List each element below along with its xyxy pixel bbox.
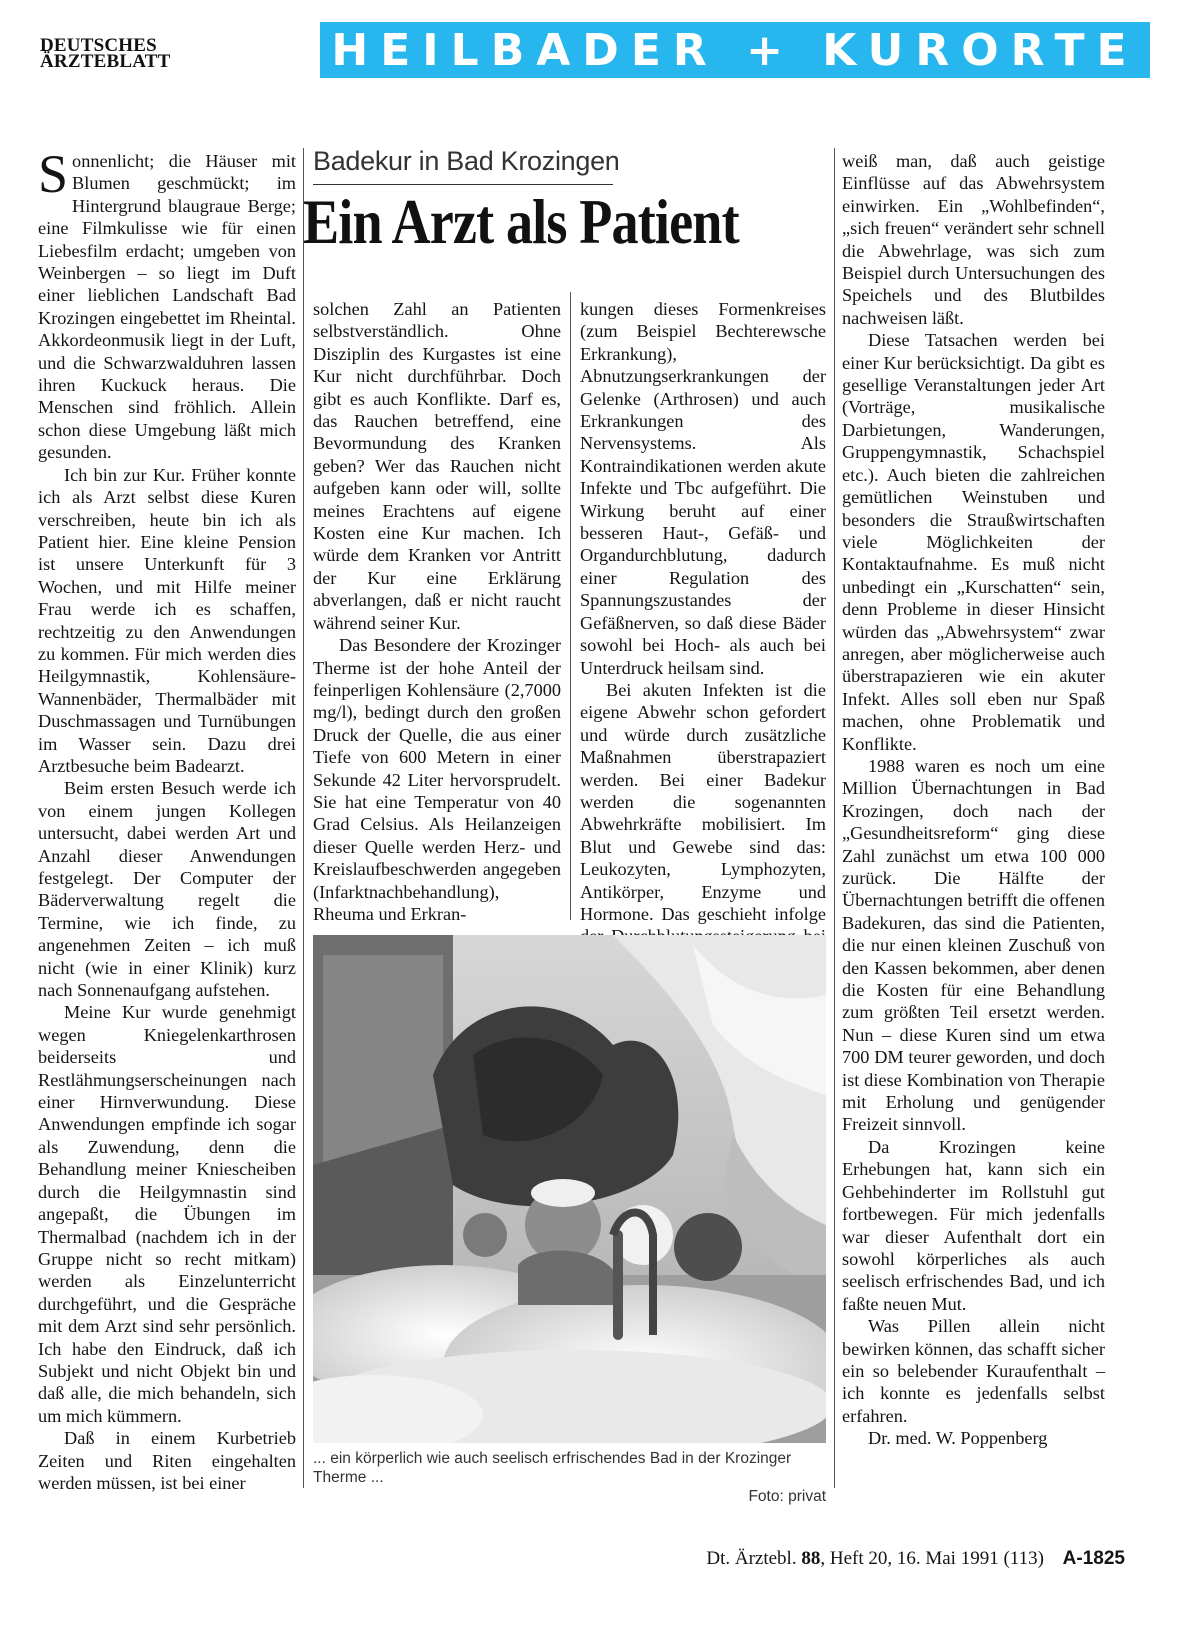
paragraph: Ich bin zur Kur. Früher konnte ich als Arzt selbst diese Kuren verschreiben, heute bin ich als Patient hier. Eine kleine Pension ist unsere Unterkunft für 3 Wochen, und mit Hilfe meiner Frau werde ich es schaffen, rechtzeitig zu den Anwendungen zu kommen. Für mich werden dies Heilgymnastik, Kohlensäure-Wannenbäder, Thermalbäder mit Duschmassagen und Turnübungen im Wasser sein. Dazu drei Arztbesuche beim Badearzt. <box>38 464 296 776</box>
caption-text: ... ein körperlich wie auch seelisch erfrischendes Bad in der Krozinger Therme ... <box>313 1450 792 1486</box>
article-headline: Ein Arzt als Patient <box>303 187 739 257</box>
paragraph: Diese Tatsachen werden bei einer Kur berücksichtigt. Da gibt es gesellige Veranstaltungen jeder Art (Vorträge, musikalische Darbietungen, Wanderungen, Gruppengymnastik, Schachspiel etc.). Auch bieten die zahlreichen gemütlichen Weinstuben und besonders die Straußwirtschaften viele Möglichkeiten der Kontaktaufnahme. Es muß nicht unbedingt ein „Kurschatten“ sein, denn Probleme in dieser Hinsicht würden das „Abwehrsystem“ zwar anregen, aber möglicherweise auch überstrapazieren wie ein akuter Infekt. Alles soll eben nur Spaß machen, ohne Problematik und Konflikte. <box>842 330 1105 754</box>
thermal-bath-photo <box>313 935 826 1443</box>
masthead-line1: DEUTSCHES <box>40 35 157 56</box>
column-divider <box>570 292 571 920</box>
paragraph: 1988 waren es noch um eine Million Übernachtungen in Bad Krozingen, doch nach der „Gesundheitsreform“ ging diese Zahl zunächst um etwa 100 000 zurück. Die Hälfte der Übernachtungen betrifft die offenen Badekuren, das sind die Patienten, die nur einen kleinen Zuschuß von den Kassen bekommen, aber denen die Kosten für eine Behandlung zum größten Teil ersetzt werden. Nun – diese Kuren sind um etwa 700 DM teurer geworden, und doch ist diese Kombination von Therapie mit Erholung und genügender Freizeit sinnvoll. <box>842 755 1105 1135</box>
masthead-line2: ÄRZTEBLATT <box>40 51 171 72</box>
paragraph: Meine Kur wurde genehmigt wegen Kniegelenkarthrosen beiderseits und Restlähmungserscheinungen nach einer Hirnverwundung. Diese Anwendungen empfinde ich sogar als Zuwendung, denn die Behandlung meiner Kniescheiben durch die Heilgymnastin sind angepaßt, die Übungen im Thermalbad (nachdem ich in der Gruppe nicht so recht mitkam) werden als Einzelunterricht durchgeführt, und die Gespräche mit dem Arzt sind sehr persönlich. Ich habe den Eindruck, daß ich Subjekt und nicht Objekt bin und daß alle, die mich behandeln, sich um mich kümmern. <box>38 1002 296 1426</box>
section-banner <box>320 22 1150 78</box>
photo-caption <box>313 1449 826 1506</box>
author-signature: Dr. med. W. Poppenberg <box>868 1428 1048 1449</box>
photo-credit: Foto: privat <box>748 1488 826 1505</box>
column-divider <box>834 148 835 1488</box>
paragraph: solchen Zahl an Patienten selbstverständlich. Ohne Disziplin des Kurgastes ist eine Kur nicht durchführbar. Doch gibt es auch Konflikte. Darf es, das Rauchen betreffend, eine Bevormundung des Kranken geben? Wer das Rauchen nicht aufgeben kann oder will, sollte meines Erachtens auf eigene Kosten eine Kur machen. Ich würde dem Kranken vor Antritt der Kur eine Erklärung abverlangen, daß er nicht raucht während seiner Kur. <box>313 299 561 633</box>
paragraph: kungen dieses Formenkreises (zum Beispiel Bechterewsche Erkrankung), Abnutzungserkrankungen der Gelenke (Arthrosen) und auch Erkrankungen des Nervensystems. Als Kontraindikationen werden akute Infekte und Tbc aufgeführt. Die Wirkung beruht auf einer besseren Haut-, Gefäß- und Organdurchblutung, dadurch einer Regulation des Spannungszustandes der Gefäßnerven, so daß diese Bäder sowohl bei Hoch- als auch bei Unterdruck heilsam sind. <box>580 299 826 678</box>
footer-issue: , Heft 20, 16. Mai 1991 (113) <box>820 1548 1044 1569</box>
page-number: A-1825 <box>1062 1548 1125 1569</box>
article-photo <box>313 935 826 1443</box>
article-column-2 <box>313 298 561 925</box>
column-divider <box>303 148 304 1488</box>
masthead-logo <box>40 35 220 72</box>
article-column-3 <box>580 298 826 993</box>
paragraph: Bei akuten Infekten ist die eigene Abwehr schon gefordert und würde durch zusätzliche Maßnahmen überstrapaziert werden. Bei einer Badekur werden die sogenannten Abwehrkräfte mobilisiert. Im Blut und Gewebe sind das: Leukozyten, Lymphozyten, Antikörper, Enzyme und Hormone. Das geschieht infolge <box>580 679 826 924</box>
paragraph: Daß in einem Kurbetrieb Zeiten und Riten eingehalten werden müssen, ist bei einer <box>38 1428 296 1493</box>
footer-journal: Dt. Ärztebl. <box>706 1548 797 1569</box>
paragraph: Sonnenlicht; die Häuser mit Blumen geschmückt; im Hintergrund blaugraue Berge; eine Filmkulisse wie für einen Liebesfilm erdacht; umgeben von Weinbergen – so liegt im Duft einer lieblichen Landschaft Bad Krozingen eingebettet im Rheintal. Akkordeonmusik liegt in der Luft, und die Schwarzwalduhren lassen ihren Kuckuck heraus. Die Menschen sind fröhlich. Allein schon diese Umgebung läßt mich gesunden. <box>38 144 296 463</box>
page-footer <box>706 1548 1125 1570</box>
drop-cap: S <box>38 144 69 204</box>
paragraph: Das Besondere der Krozinger Therme ist der hohe Anteil der feinperligen Kohlensäure (2,7000 mg/l), bedingt durch den großen Druck der Quelle, die aus einer Tiefe von 600 Metern in einer Sekunde 42 Liter hervorsprudelt. Sie hat eine Temperatur von 40 Grad Celsius. Als Heilanzeigen dieser Quelle werden Herz- und Kreislaufbeschwerden angegeben (Infarktnachbehandlung), Rheuma und Erkran- <box>313 635 561 924</box>
kicker-underline <box>313 184 613 185</box>
paragraph: Beim ersten Besuch werde ich von einem jungen Kollegen untersucht, dabei werden Art und Anzahl dieser Anwendungen festgelegt. Der Computer der Bäderverwaltung regelt die Termine, wie ich finde, zu angenehmen Zeiten – ich muß nicht (wie in einer Klinik) kurz nach Sonnenaufgang aufstehen. <box>38 778 296 1001</box>
article-kicker: Badekur in Bad Krozingen <box>313 146 620 176</box>
footer-volume: 88 <box>801 1548 821 1569</box>
paragraph: Was Pillen allein nicht bewirken können, das schafft sicher ein so belebender Kuraufenthalt – ich konnte es jedenfalls selbst erfahren. <box>842 1316 1105 1426</box>
article-column-1 <box>38 144 296 1494</box>
paragraph: Da Krozingen keine Erhebungen hat, kann sich ein Gehbehinderter im Rollstuhl gut fortbewegen. Für mich jedenfalls war dieser Aufenthalt dort ein sowohl körperliches als auch seelisch erfrischendes Bad, und ich faßte neuen Mut. <box>842 1136 1105 1314</box>
paragraph: weiß man, daß auch geistige Einflüsse auf das Abwehrsystem einwirken. Ein „Wohlbefinden“, „sich freuen“ verändert sehr schnell die Abwehrlage, was sich zum Beispiel durch Untersuchungen des Speichels und des Blutbildes nachweisen läßt. <box>842 151 1105 328</box>
article-column-4 <box>842 150 1105 1450</box>
section-banner-text: HEILBADER + KURORTE <box>331 24 1139 76</box>
